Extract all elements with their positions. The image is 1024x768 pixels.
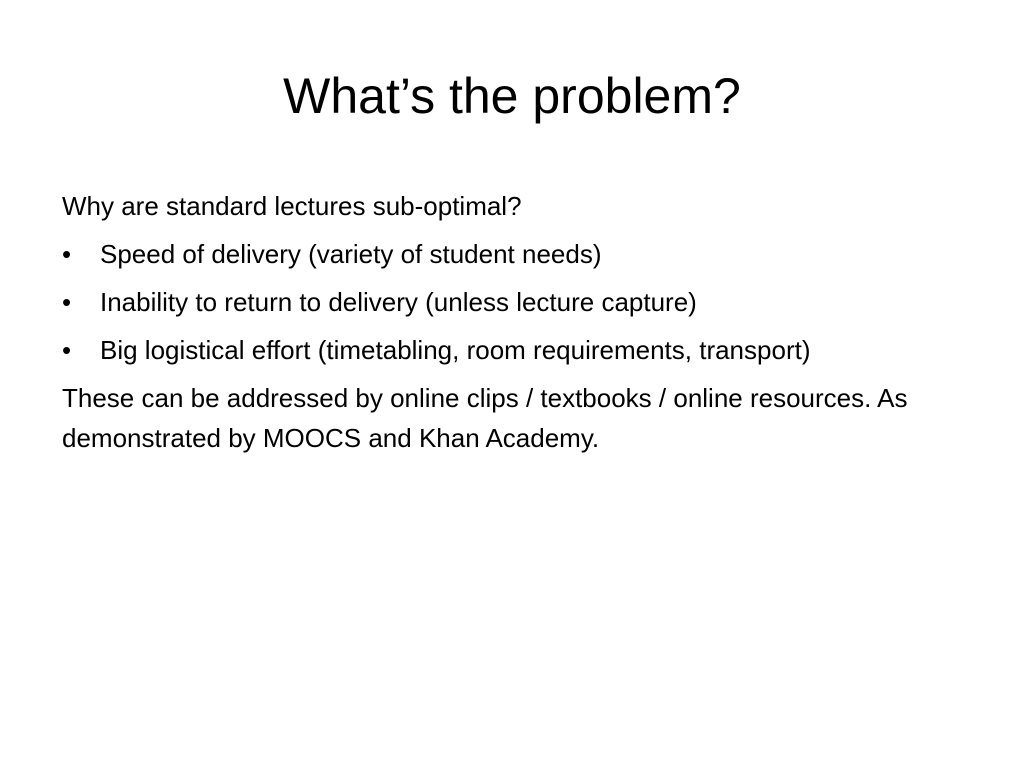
- bullet-text: Inability to return to delivery (unless lecture capture): [100, 287, 697, 317]
- bullet-text: Big logistical effort (timetabling, room requirements, transport): [100, 335, 811, 365]
- bullet-icon: •: [62, 287, 72, 317]
- closing-text: These can be addressed by online clips / textbooks / online resources. As demonstrated by MOOCS and Khan Academy.: [62, 383, 908, 453]
- bullet-item: [62, 282, 922, 322]
- bullet-item: [62, 234, 922, 274]
- slide-title: What’s the problem?: [283, 68, 741, 124]
- bullet-icon: •: [62, 335, 72, 365]
- bullet-text: Speed of delivery (variety of student needs): [100, 239, 602, 269]
- slide-body: [62, 186, 922, 466]
- bullet-item: [62, 330, 922, 370]
- bullet-list: [62, 234, 922, 370]
- intro-text: Why are standard lectures sub-optimal?: [62, 191, 522, 221]
- bullet-icon: •: [62, 239, 72, 269]
